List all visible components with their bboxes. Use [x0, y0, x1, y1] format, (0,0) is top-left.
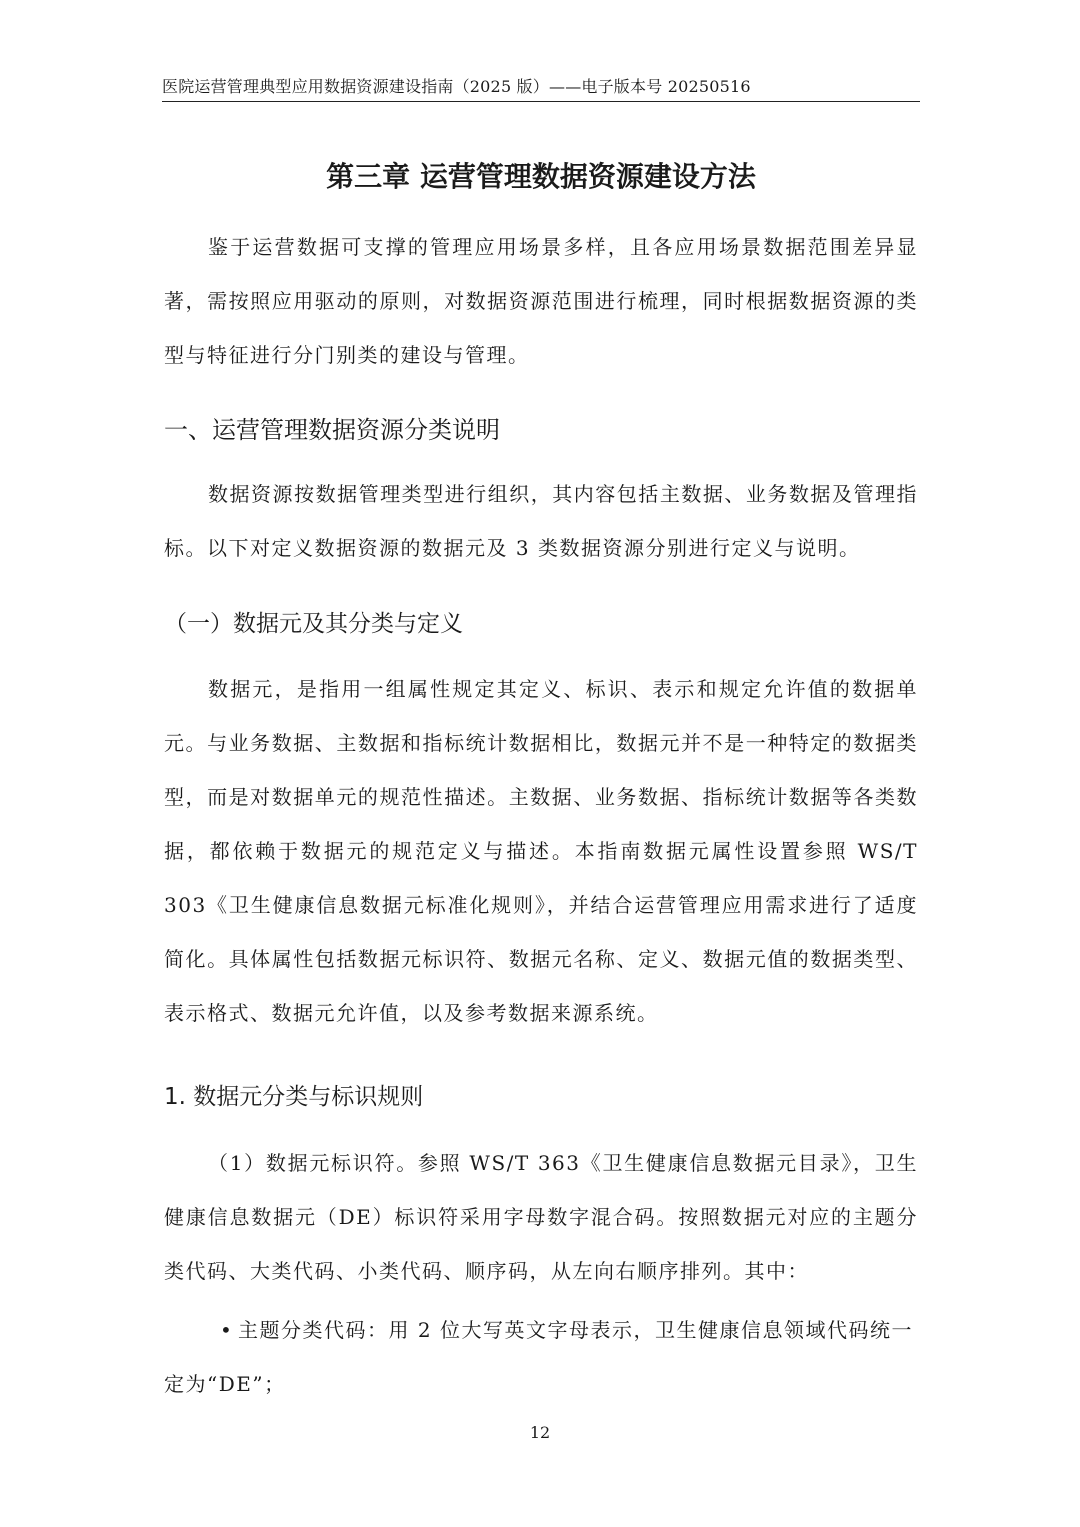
subsection-paragraph: 数据元，是指用一组属性规定其定义、标识、表示和规定允许值的数据单元。与业务数据、主数据和指标统计数据相比，数据元并不是一种特定的数据类型，而是对数据单元的规范性描述。主数据、业务数据、指标统计数据等各类数据，都依赖于数据元的规范定义与描述。本指南数据元属性设置参照 WS/T 303《卫生健康信息数据元标准化规则》，并结合运营管理应用需求进行了适度简化。具体属性包括数据元标识符、数据元名称、定义、数据元值的数据类型、表示格式、数据元允许值，以及参考数据来源系统。	[164, 677, 918, 1025]
page-number: 12	[529, 1423, 551, 1442]
chapter-intro-paragraph: 鉴于运营数据可支撑的管理应用场景多样，且各应用场景数据范围差异显著，需按照应用驱动的原则，对数据资源范围进行梳理，同时根据数据资源的类型与特征进行分门别类的建设与管理。	[164, 235, 918, 367]
item-heading: 1. 数据元分类与标识规则	[164, 1084, 424, 1110]
chapter-title: 第三章 运营管理数据资源建设方法	[326, 160, 756, 193]
subsection-heading: （一）数据元及其分类与定义	[164, 611, 463, 637]
section-paragraph: 数据资源按数据管理类型进行组织，其内容包括主数据、业务数据及管理指标。以下对定义数据资源的数据元及 3 类数据资源分别进行定义与说明。	[164, 482, 918, 560]
bullet-text: 主题分类代码：用 2 位大写英文字母表示，卫生健康信息领域代码统一定为“DE”；	[164, 1318, 913, 1396]
section-heading: 一、运营管理数据资源分类说明	[164, 416, 500, 444]
item-paragraph: （1）数据元标识符。参照 WS/T 363《卫生健康信息数据元目录》，卫生健康信息数据元（DE）标识符采用字母数字混合码。按照数据元对应的主题分类代码、大类代码、小类代码、顺序码，从左向右顺序排列。其中：	[164, 1151, 918, 1283]
header-divider	[162, 101, 920, 102]
bullet-icon: •	[220, 1318, 234, 1342]
running-header: 医院运营管理典型应用数据资源建设指南（2025 版）——电子版本号 20250516	[162, 77, 751, 96]
bullet-list-item	[164, 1303, 918, 1411]
